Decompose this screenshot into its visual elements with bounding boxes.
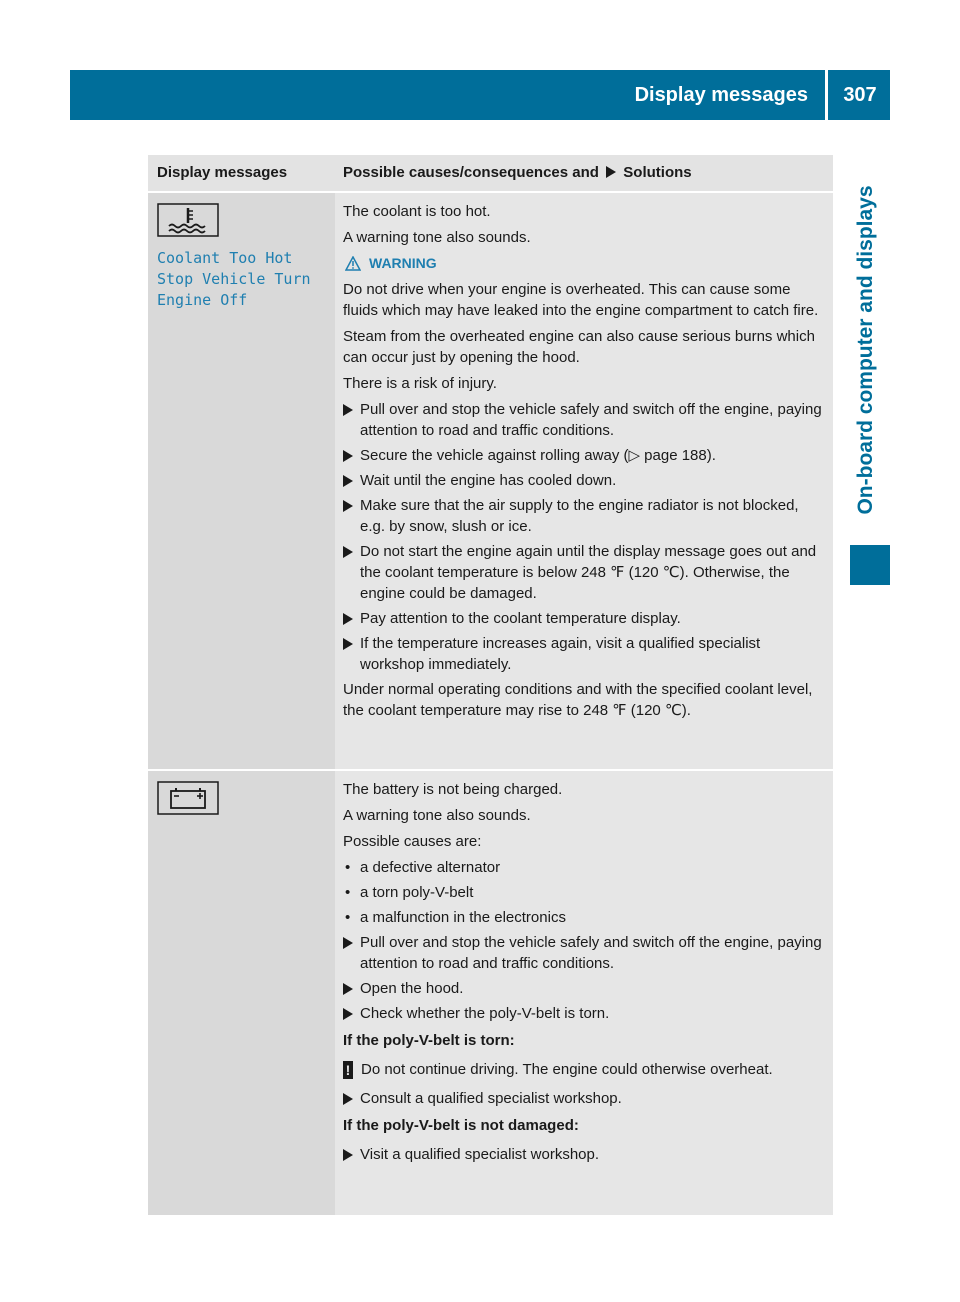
subheading-belt-not-damaged: If the poly-V-belt is not damaged: <box>343 1117 579 1134</box>
instruction-step: Do not start the engine again until the display message goes out and the coolant temperature is below 248 ℉ (120 ℃). Otherwise, the engine could be damaged. <box>343 541 827 604</box>
list-item: • a defective alternator <box>343 857 827 878</box>
header-bar <box>70 70 890 120</box>
warning-triangle-icon <box>345 256 361 271</box>
col-header-causes-solutions: Possible causes/consequences and Solutions <box>343 164 692 181</box>
table-row-battery <box>148 771 833 1217</box>
display-message-cell <box>148 771 335 1215</box>
instruction-step: Make sure that the air supply to the engine radiator is not blocked, e.g. by snow, slush or ice. <box>343 495 827 537</box>
side-tab <box>846 160 886 540</box>
instruction-step: Secure the vehicle against rolling away (▷ page 188). <box>343 445 827 466</box>
col-header-display-messages: Display messages <box>157 164 288 181</box>
solutions-cell: The coolant is too hot. A warning tone also sounds. WARNING Do not drive when your engine is overheated. This can cause some fluids which may have leaked into the engine compartment to catch fire. Steam from the overheated engine can also cause serious burns which can occur just by opening the hood. There is a risk of injury. Pull over and stop the vehicle safely and switch off the engine, paying attention to road and traffic conditions. Secure the vehicle against rolling away (▷ page 188). Wait until the engine has cooled down. Make sure that the air supply to the engine radiator is not blocked, e.g. by snow, slush or ice. Do not start the engine again until the display message goes out and the coolant temperature is below 248 ℉ (120 ℃). Otherwise, the engine could be damaged. Pay attention to the coolant temperature display. If the temperature increases again, visit a qualified specialist workshop immediately. Under normal operating conditions and with the specified coolant level, the coolant temperature may rise to 248 ℉ (120 ℃). <box>335 193 833 769</box>
arrow-right-icon <box>606 166 616 178</box>
page-number: 307 <box>843 84 877 106</box>
side-tab-marker <box>850 545 890 585</box>
instruction-step: Check whether the poly-V-belt is torn. <box>343 1003 827 1024</box>
instruction-step: Wait until the engine has cooled down. <box>343 470 827 491</box>
solutions-cell: The battery is not being charged. A warning tone also sounds. Possible causes are: • a defective alternator • a torn poly-V-belt • a malfunction in the electronics Pull over and stop the vehicle safely and switch off the engine, paying attention to road and traffic conditions. Open the hood. Check whether the poly-V-belt is torn. If the poly-V-belt is torn: ! Do not continue driving. The engine could otherwise overheat. Consult a qualified specialist workshop. If the poly-V-belt is not damaged: Visit a qualified specialist workshop. <box>335 771 833 1215</box>
caution-note: ! Do not continue driving. The engine could otherwise overheat. <box>343 1059 827 1080</box>
coolant-temperature-icon <box>157 203 219 242</box>
side-tab-label: On-board computer and displays <box>854 185 877 515</box>
list-item: • a malfunction in the electronics <box>343 907 827 928</box>
instruction-step: Pull over and stop the vehicle safely and switch off the engine, paying attention to road and traffic conditions. <box>343 399 827 441</box>
display-messages-table <box>148 155 833 1217</box>
display-message-cell <box>148 193 335 769</box>
battery-icon <box>157 781 219 820</box>
coolant-footnote: Under normal operating conditions and with the specified coolant level, the coolant temperature may rise to 248 ℉ (120 ℃). <box>343 681 813 719</box>
exclamation-icon: ! <box>343 1061 353 1079</box>
instruction-step: Pay attention to the coolant temperature display. <box>343 608 827 629</box>
list-item: • a torn poly-V-belt <box>343 882 827 903</box>
instruction-step: Visit a qualified specialist workshop. <box>343 1144 827 1165</box>
instruction-step: If the temperature increases again, visit a qualified specialist workshop immediately. <box>343 633 827 675</box>
subheading-belt-torn: If the poly-V-belt is torn: <box>343 1032 515 1049</box>
instruction-step: Pull over and stop the vehicle safely and switch off the engine, paying attention to road and traffic conditions. <box>343 932 827 974</box>
display-message-text: Coolant Too Hot Stop Vehicle Turn Engine Off <box>157 249 311 309</box>
table-header <box>148 155 833 193</box>
header-divider <box>825 70 828 120</box>
instruction-step: Open the hood. <box>343 978 827 999</box>
page-title: Display messages <box>634 84 808 106</box>
instruction-step: Consult a qualified specialist workshop. <box>343 1088 827 1109</box>
warning-heading: WARNING <box>345 253 827 274</box>
table-row-coolant <box>148 193 833 771</box>
